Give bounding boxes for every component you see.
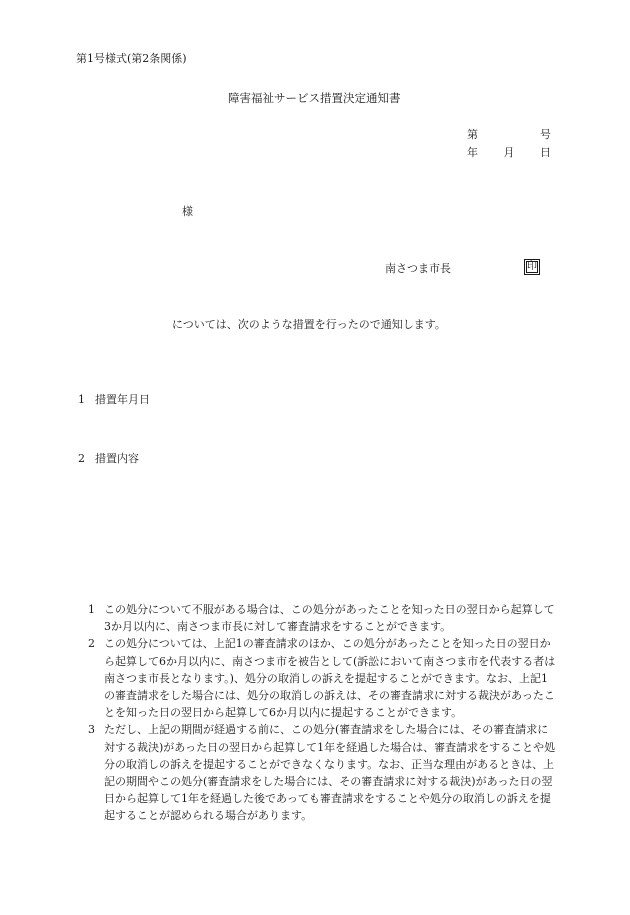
item-label: 措置年月日 xyxy=(95,393,150,406)
remark-item xyxy=(88,635,558,721)
remark-text: この処分については、上記1の審査請求のほか、この処分があったことを知った日の翌日から起算して6か月以内に、南さつま市を被告として(訴訟において南さつま市を代表する者は南さつま市長となります。)、処分の取消しの訴えを提起することができます。なお、上記1の審査請求をした場合には、処分の取消しの訴えは、その審査請求に対する裁決があったことを知った日の翌日から起算して6か月以内に提起することができます。 xyxy=(104,637,556,720)
remark-text: この処分について不服がある場合は、この処分があったことを知った日の翌日から起算して3か月以内に、南さつま市長に対して審査請求をすることができます。 xyxy=(104,603,555,634)
item-number: 2 xyxy=(78,452,85,465)
remark-number: 2 xyxy=(88,637,95,651)
date-day: 日 xyxy=(540,146,551,159)
notice-sentence: については、次のような措置を行ったので通知します。 xyxy=(172,318,446,331)
remark-text: ただし、上記の期間が経過する前に、この処分(審査請求をした場合には、その審査請求に対する裁決)があった日の翌日から起算して1年を経過した場合は、審査請求をすることや処分の取消しの訴えを提起することができなくなります。なお、正当な理由があるときは、上記の期間やこの処分(審査請求をした場合には、その審査請求に対する裁決)があった日の翌日から起算して1年を経過した後であっても審査請求をすることや処分の取消しの訴えを提起することが認められる場合があります。 xyxy=(104,723,556,823)
addressee-suffix: 様 xyxy=(182,205,193,218)
seal-mark: 印 xyxy=(524,259,540,275)
document-title: 障害福祉サービス措置決定通知書 xyxy=(228,91,401,105)
item-number: 1 xyxy=(78,393,85,406)
issuer-name: 南さつま市長 xyxy=(385,262,451,275)
date-row xyxy=(467,146,551,164)
document-number-row xyxy=(467,128,551,146)
item-measure-content xyxy=(78,452,139,465)
number-prefix: 第 xyxy=(467,128,478,141)
number-suffix: 号 xyxy=(540,128,551,141)
remark-number: 1 xyxy=(88,603,95,616)
remark-number: 3 xyxy=(88,723,95,737)
remark-item xyxy=(88,721,558,824)
date-year: 年 xyxy=(467,146,478,159)
remarks-section xyxy=(88,601,558,825)
date-month: 月 xyxy=(503,146,515,159)
item-measure-date xyxy=(78,393,150,406)
form-identifier: 第1号様式(第2条関係) xyxy=(76,52,187,65)
remark-item xyxy=(88,601,558,635)
item-label: 措置内容 xyxy=(95,452,139,465)
document-number-block xyxy=(467,128,551,164)
